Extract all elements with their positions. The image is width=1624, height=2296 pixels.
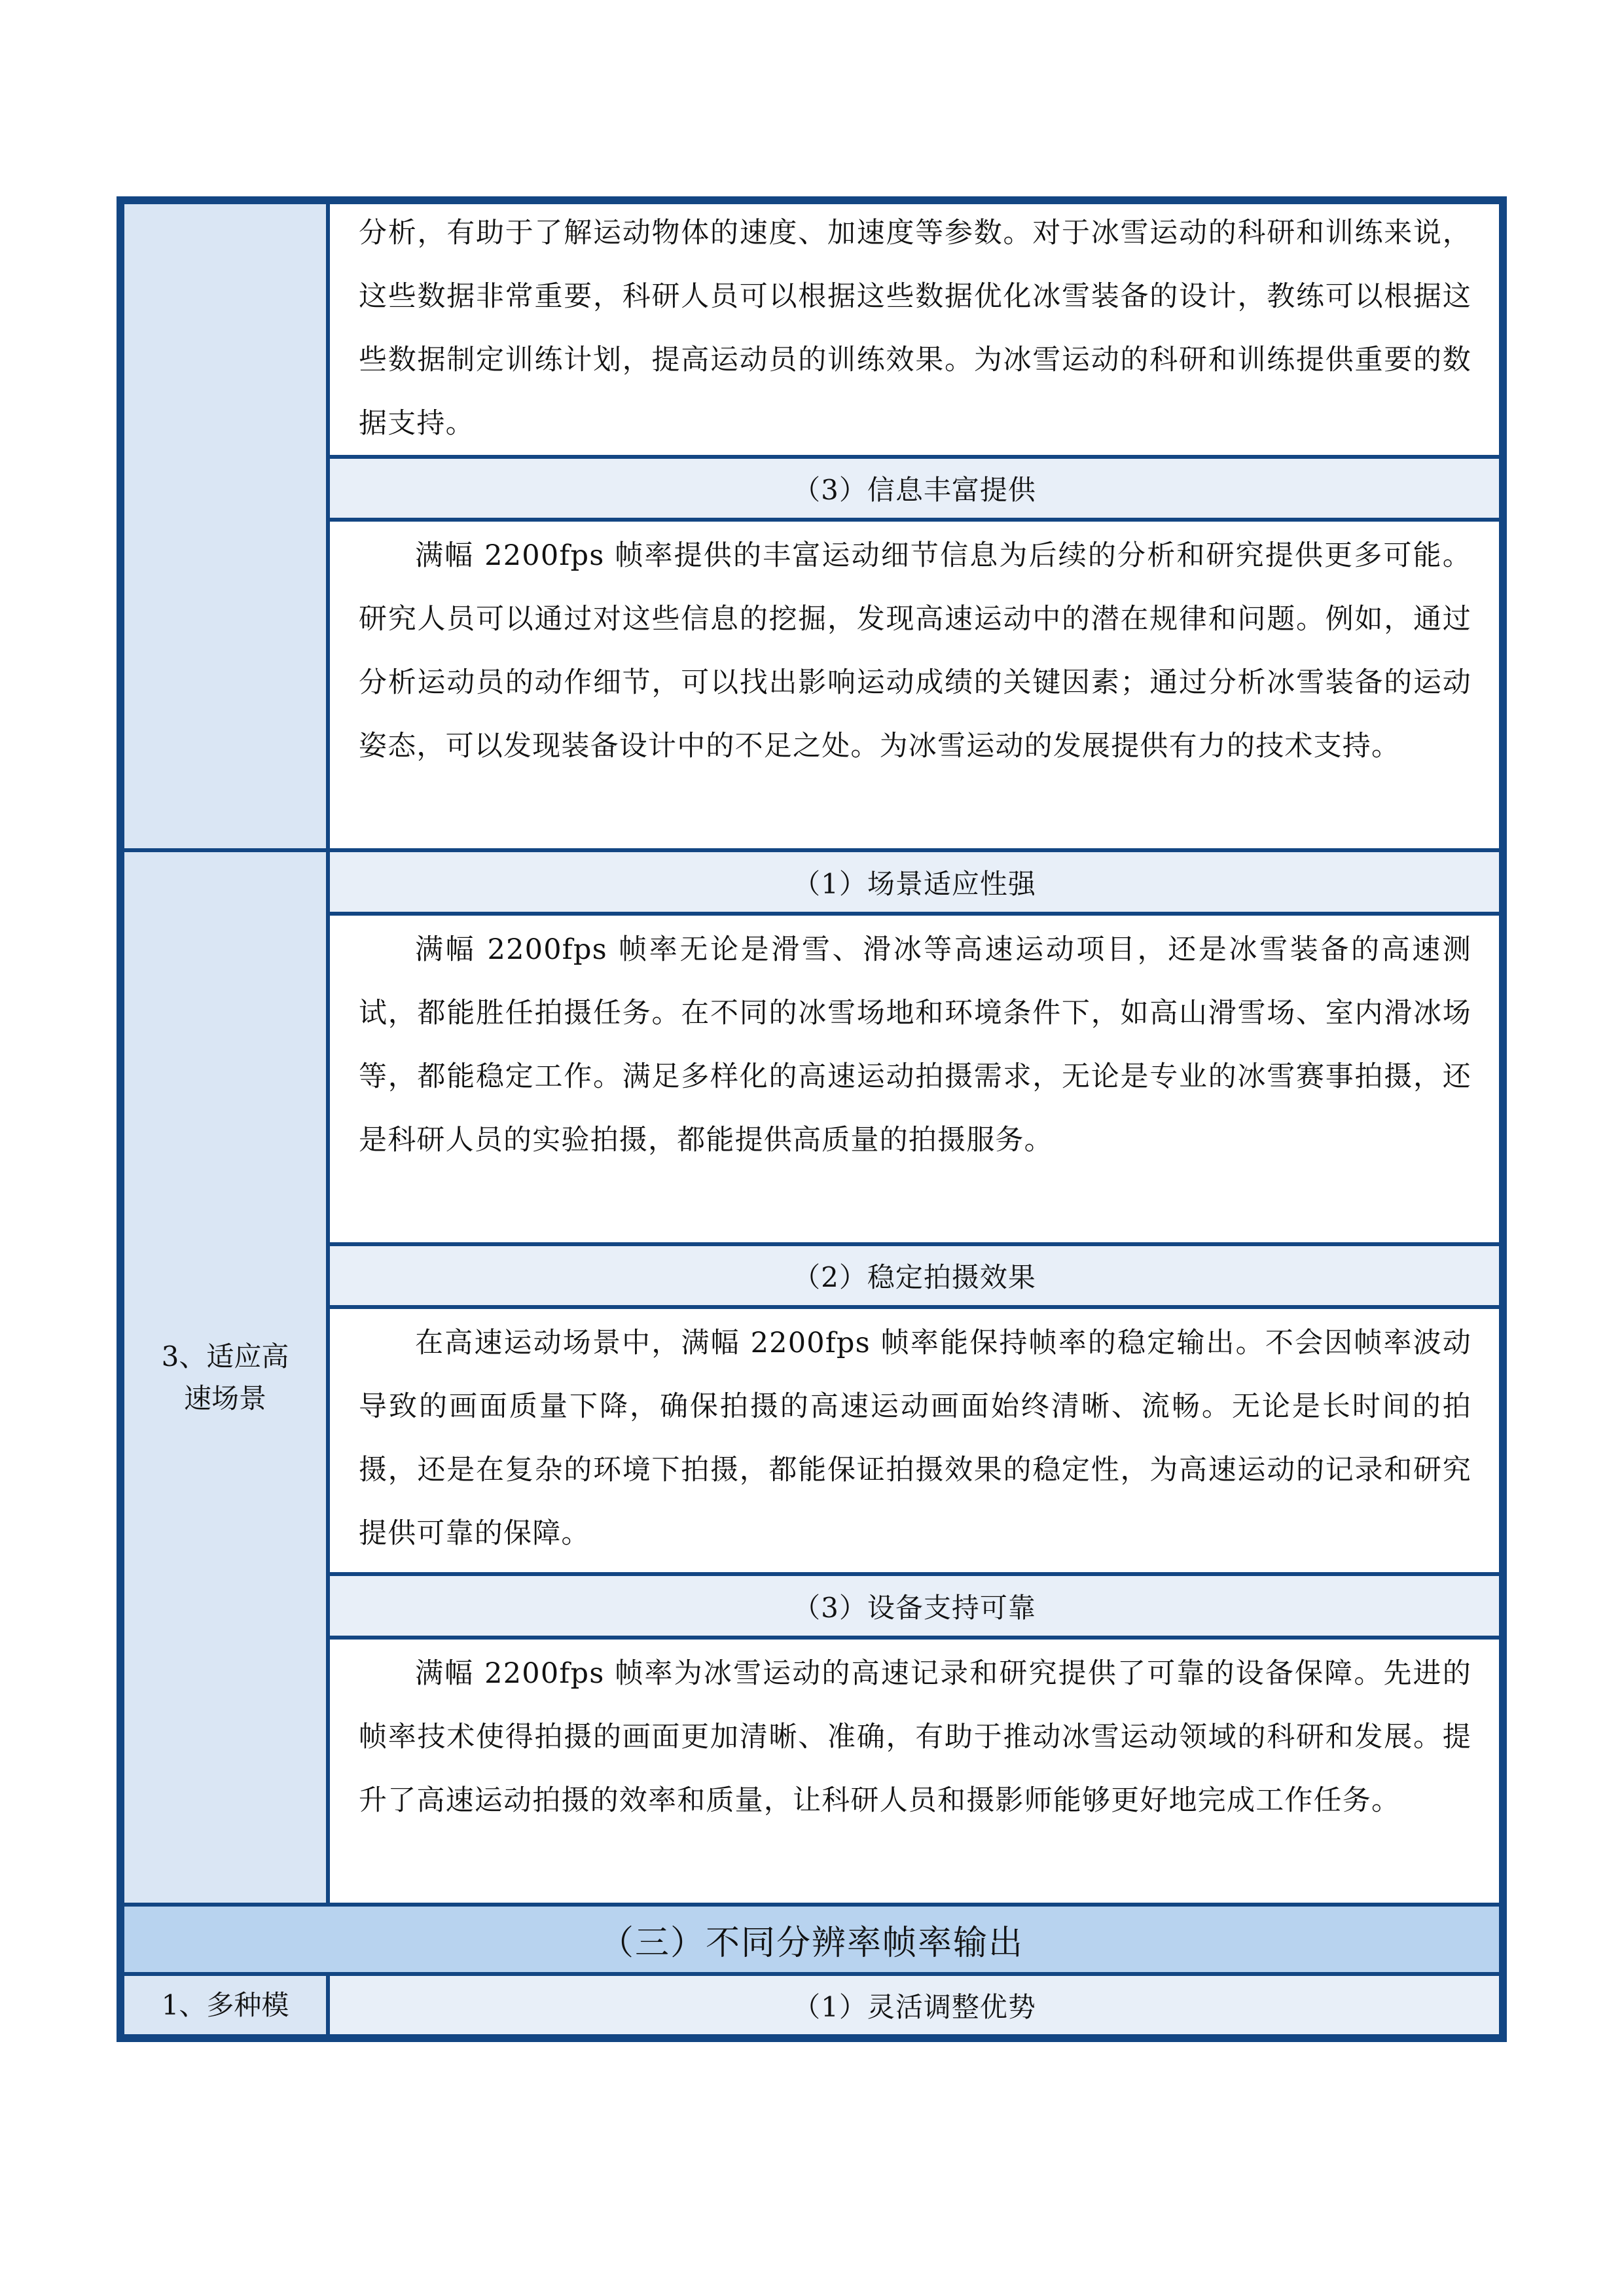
reliable-equipment-paragraph: 满幅 2200fps 帧率为冰雪运动的高速记录和研究提供了可靠的设备保障。先进的帧率技术使得拍摄的画面更加清晰、准确，有助于推动冰雪运动领域的科研和发展。提升了高速运动拍摄的效率和质量，让科研人员和摄影师能够更好地完成工作任务。 bbox=[359, 1657, 1471, 1817]
subheading-reliable-equipment bbox=[330, 1576, 1499, 1636]
group-label-text: 1、多种模 bbox=[161, 1988, 289, 2021]
subheading-label: （2）稳定拍摄效果 bbox=[793, 1261, 1036, 1293]
stable-shooting-text-cell bbox=[330, 1309, 1499, 1572]
section-header-title: （三）不同分辨率帧率输出 bbox=[599, 1923, 1024, 1963]
info-rich-paragraph: 满幅 2200fps 帧率提供的丰富运动细节信息为后续的分析和研究提供更多可能。研究人员可以通过对这些信息的挖掘，发现高速运动中的潜在规律和问题。例如，通过分析运动员的动作细节，可以找出影响运动成绩的关键因素；通过分析冰雪装备的运动姿态，可以发现装备设计中的不足之处。为冰雪运动的发展提供有力的技术支持。 bbox=[359, 539, 1471, 762]
group-label-high-speed bbox=[124, 852, 326, 1903]
subheading-flexible-adjustment bbox=[330, 1976, 1499, 2034]
subheading-label: （1）场景适应性强 bbox=[793, 867, 1036, 900]
subheading-label: （1）灵活调整优势 bbox=[793, 1990, 1036, 2023]
subheading-info-rich bbox=[330, 459, 1499, 518]
subheading-label: （3）信息丰富提供 bbox=[793, 474, 1036, 506]
left-cell-empty bbox=[124, 204, 326, 848]
continuation-text-cell bbox=[330, 204, 1499, 455]
section-header bbox=[124, 1907, 1499, 1972]
group-label-multi-mode bbox=[124, 1976, 326, 2034]
scene-adaptability-text-cell bbox=[330, 916, 1499, 1242]
continuation-paragraph: 分析，有助于了解运动物体的速度、加速度等参数。对于冰雪运动的科研和训练来说，这些数据非常重要，科研人员可以根据这些数据优化冰雪装备的设计，教练可以根据这些数据制定训练计划，提高运动员的训练效果。为冰雪运动的科研和训练提供重要的数据支持。 bbox=[359, 217, 1471, 440]
subheading-scene-adaptability bbox=[330, 852, 1499, 912]
reliable-equipment-text-cell bbox=[330, 1640, 1499, 1903]
subheading-label: （3）设备支持可靠 bbox=[793, 1591, 1036, 1624]
stable-shooting-paragraph: 在高速运动场景中，满幅 2200fps 帧率能保持帧率的稳定输出。不会因帧率波动导致的画面质量下降，确保拍摄的高速运动画面始终清晰、流畅。无论是长时间的拍摄，还是在复杂的环境下拍摄，都能保证拍摄效果的稳定性，为高速运动的记录和研究提供可靠的保障。 bbox=[359, 1327, 1471, 1550]
feature-table bbox=[117, 196, 1507, 2042]
info-rich-text-cell bbox=[330, 522, 1499, 848]
scene-adaptability-paragraph: 满幅 2200fps 帧率无论是滑雪、滑冰等高速运动项目，还是冰雪装备的高速测试，都能胜任拍摄任务。在不同的冰雪场地和环境条件下，如高山滑雪场、室内滑冰场等，都能稳定工作。满足多样化的高速运动拍摄需求，无论是专业的冰雪赛事拍摄，还是科研人员的实验拍摄，都能提供高质量的拍摄服务。 bbox=[359, 933, 1471, 1157]
group-label-text: 3、适应高速场景 bbox=[161, 1340, 289, 1414]
subheading-stable-shooting bbox=[330, 1246, 1499, 1305]
